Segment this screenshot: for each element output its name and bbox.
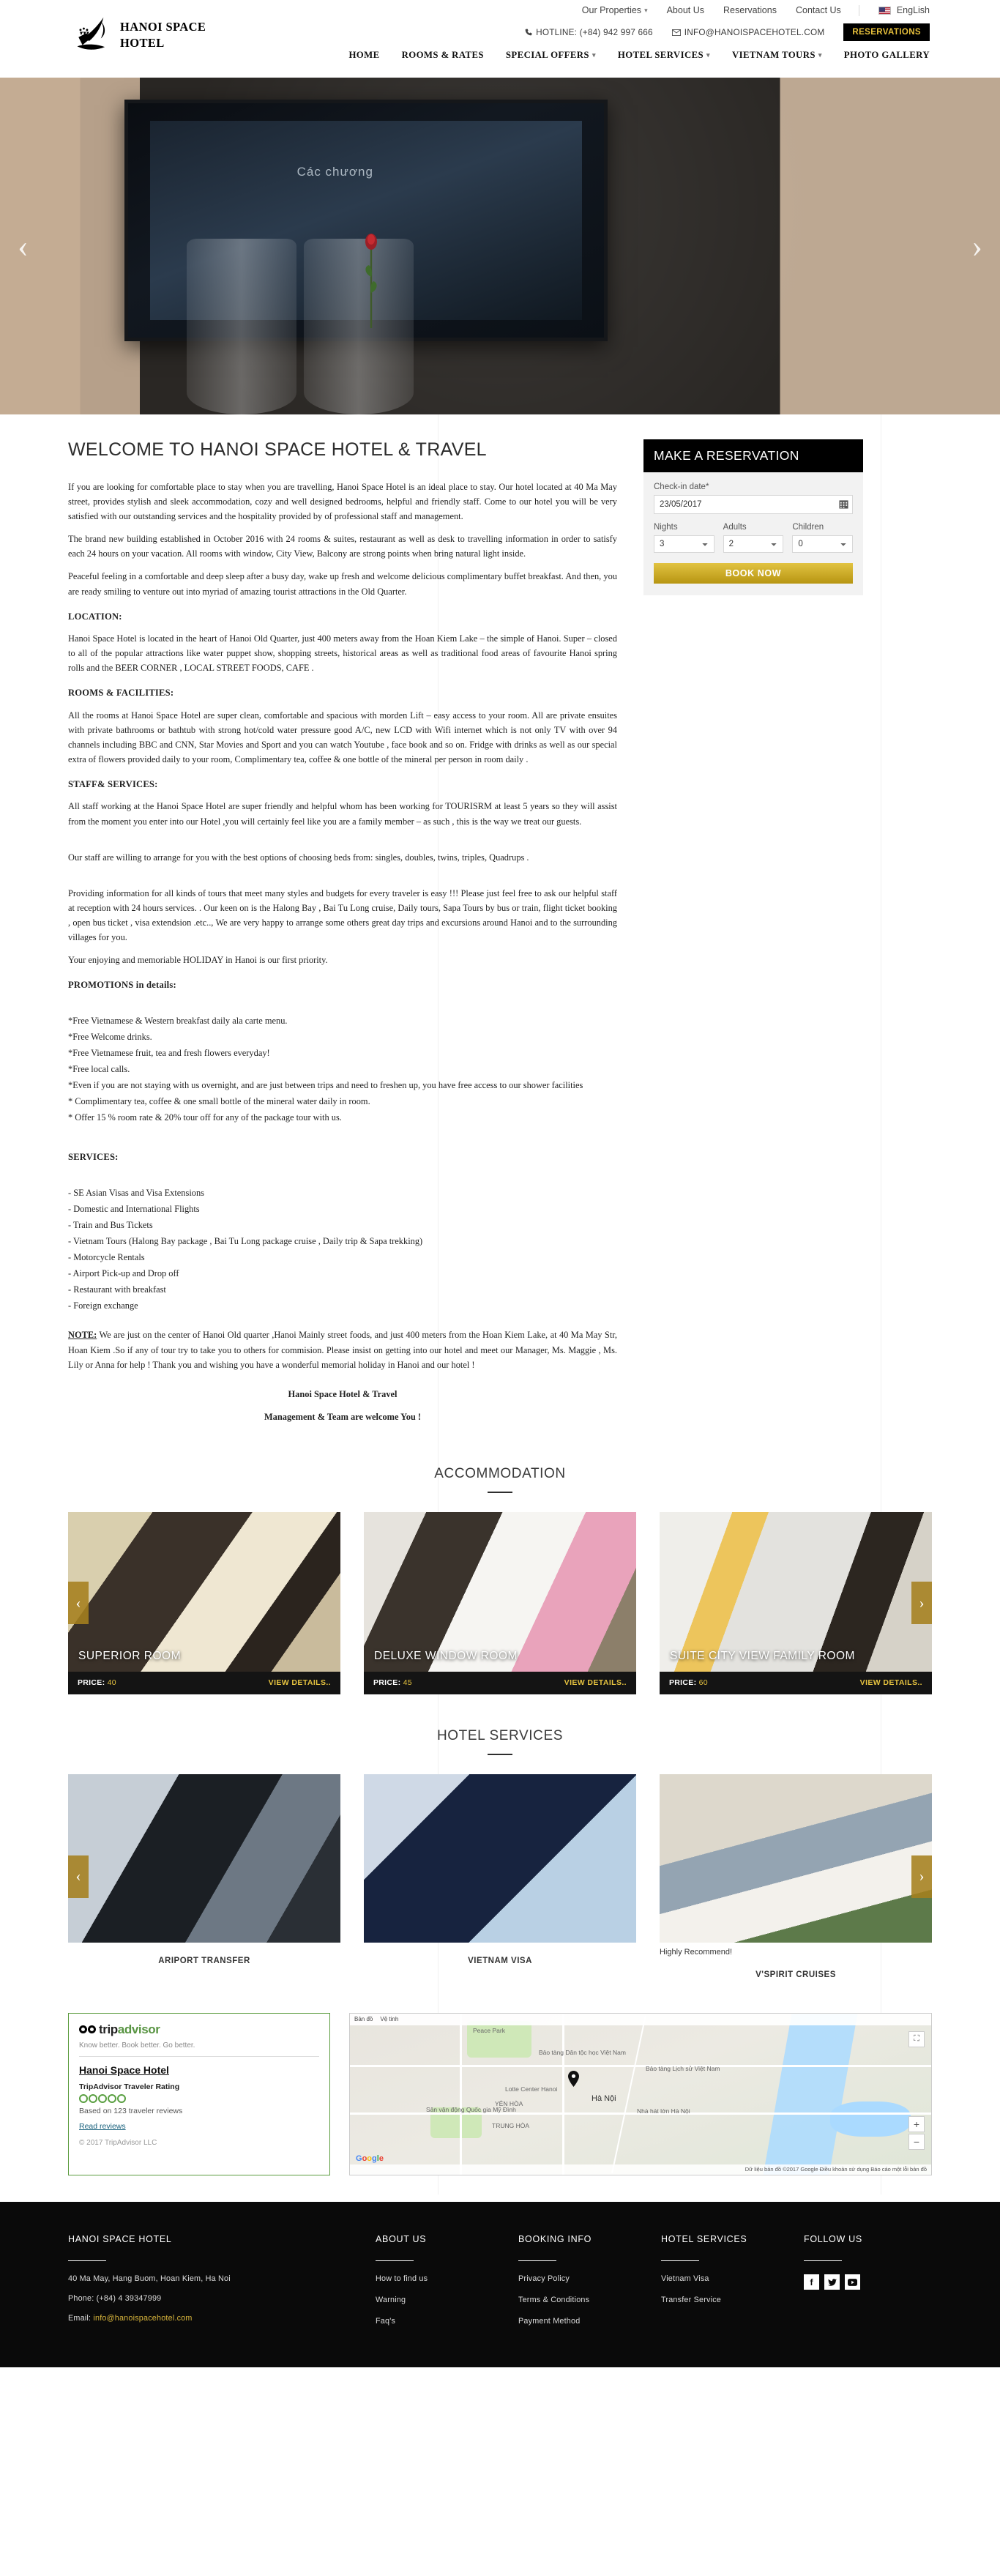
service-image — [660, 1774, 932, 1943]
chevron-down-icon: ▾ — [818, 51, 822, 59]
footer-address: 40 Ma May, Hang Buom, Hoan Kiem, Ha Noi — [68, 2274, 231, 2284]
footer-link-transfer-service[interactable]: Transfer Service — [661, 2296, 721, 2305]
nav-item-special-offers[interactable] — [506, 50, 596, 61]
room-meta-bar — [364, 1672, 636, 1694]
children-select[interactable] — [792, 535, 853, 553]
service-recommendation: Highly Recommend! — [660, 1947, 733, 1957]
page-wrap — [68, 414, 932, 2195]
hero-tv-caption: Các chương — [296, 164, 373, 179]
footer-link-privacy-policy[interactable]: Privacy Policy — [518, 2274, 570, 2284]
tripadvisor-tagline: Know better. Book better. Go better. — [79, 2041, 195, 2050]
heading-location: LOCATION: — [68, 611, 122, 622]
twitter-icon[interactable] — [824, 2274, 840, 2290]
room-meta-bar — [660, 1672, 932, 1694]
tripadvisor-rating-dots — [79, 2094, 319, 2103]
topbar-link-about-us[interactable] — [667, 5, 704, 15]
nights-select[interactable] — [654, 535, 714, 553]
footer-column-services — [661, 2234, 804, 2339]
accommodation-section-title: ACCOMMODATION — [434, 1465, 566, 1481]
note-paragraph — [68, 1328, 617, 1371]
reservation-widget — [643, 439, 863, 595]
brand-trip: trip — [99, 2022, 118, 2036]
reservation-heading: MAKE A RESERVATION — [643, 439, 863, 472]
map-road — [562, 2014, 564, 2175]
room-image — [364, 1512, 636, 1672]
footer-heading: HOTEL SERVICES — [661, 2233, 747, 2244]
welcome-body — [68, 480, 617, 1424]
nav-item-vietnam-tours[interactable] — [732, 50, 822, 61]
topbar-link-contact-us[interactable] — [796, 5, 841, 15]
map-label: Bảo tàng Lịch sử Việt Nam — [646, 2064, 720, 2072]
map-label: Sân vận động Quốc gia Mỹ Đình — [426, 2105, 516, 2113]
site-footer — [0, 2202, 1000, 2368]
welcome-paragraph-3: Peaceful feeling in a comfortable and deep sleep after a busy day, wake up fresh and welcome delicious complimentary buffet breakfast. And then, you are ready smiling to venture out into myriad of amazing tourist attractions in the Old Quarter. — [68, 571, 617, 597]
us-flag-icon — [878, 7, 891, 15]
map-lake — [830, 2102, 911, 2137]
tripadvisor-read-reviews-link[interactable]: Read reviews — [79, 2121, 126, 2131]
section-divider — [488, 1754, 512, 1755]
tripadvisor-logo — [79, 2022, 319, 2037]
promotion-item: *Free Vietnamese & Western breakfast daily ala carte menu. — [68, 1015, 288, 1026]
service-item: - Foreign exchange — [68, 1300, 138, 1311]
calendar-icon[interactable] — [839, 499, 848, 509]
heading-services: SERVICES: — [68, 1152, 119, 1163]
google-letter: o — [362, 2154, 367, 2163]
welcome-paragraph-1: If you are looking for comfortable place to stay when you are travelling, Hanoi Space Hotel is an ideal place to stay. Our hotel located at 40 Ma May street, provides stylish and sleek accommodation, cozy and well designed bedrooms, helpful and friendly staff. Come to our hotel you will be very satisfied with our outstanding services and the hospitality provided by of professional staff and management. — [68, 482, 617, 522]
promotion-item: *Free Vietnamese fruit, tea and fresh flowers everyday! — [68, 1047, 270, 1058]
service-item: - SE Asian Visas and Visa Extensions — [68, 1187, 204, 1198]
services-next-button[interactable]: › — [911, 1855, 932, 1898]
nav-item-hotel-services[interactable] — [618, 50, 710, 61]
staff-paragraph-1: All staff working at the Hanoi Space Hotel are super friendly and helpful whom has been working for TOURISRM at least 5 years so they will assist from the moment you enter into our Hotel ,you will certainly feel like you are a family member – as such , this is the way we treat our guests. — [68, 801, 617, 827]
map-label: TRUNG HÒA — [492, 2121, 529, 2129]
view-details-link[interactable]: VIEW DETAILS.. — [564, 1678, 627, 1688]
hotel-services-section-title: HOTEL SERVICES — [436, 1727, 564, 1743]
heading-staff-services: STAFF& SERVICES: — [68, 779, 158, 790]
room-price — [669, 1678, 708, 1687]
footer-link-how-to-find-us[interactable]: How to find us — [376, 2274, 428, 2284]
hero-prev-button[interactable]: ‹ — [18, 228, 29, 264]
footer-link-payment-method[interactable]: Payment Method — [518, 2317, 581, 2326]
promotion-item: * Offer 15 % room rate & 20% tour off for any of the package tour with us. — [68, 1112, 342, 1123]
map-zoom-out-button[interactable]: − — [908, 2134, 925, 2150]
tripadvisor-owl-icon — [79, 2025, 96, 2033]
signature-line-2: Management & Team are welcome You ! — [264, 1411, 422, 1422]
accommodation-next-button[interactable]: › — [911, 1582, 932, 1624]
price-value: 45 — [403, 1678, 412, 1688]
nav-label: HOTEL SERVICES — [617, 50, 704, 60]
checkin-field-wrap — [654, 495, 853, 514]
service-item: - Airport Pick-up and Drop off — [68, 1268, 179, 1279]
footer-rule — [376, 2260, 414, 2262]
hotel-services-carousel — [68, 1774, 932, 1979]
adults-select[interactable] — [723, 535, 784, 553]
room-price — [78, 1678, 116, 1687]
footer-rule — [804, 2260, 842, 2262]
envelope-icon — [672, 29, 681, 36]
reservations-button[interactable]: RESERVATIONS — [843, 23, 930, 41]
section-divider — [488, 1492, 512, 1493]
map-marker-icon[interactable] — [568, 2071, 579, 2087]
google-map[interactable] — [349, 2013, 932, 2175]
hotline-link[interactable] — [525, 27, 653, 37]
nav-label: PHOTO GALLERY — [843, 50, 930, 60]
promotion-item: *Free local calls. — [68, 1063, 130, 1074]
service-item: - Restaurant with breakfast — [68, 1284, 166, 1295]
price-label: PRICE: — [373, 1678, 401, 1688]
map-label: Peace Park — [473, 2026, 505, 2034]
main-navigation — [348, 50, 930, 61]
map-road — [350, 2065, 931, 2067]
email-text: INFO@HANOISPACEHOTEL.COM — [684, 27, 825, 37]
language-label: EngLish — [896, 5, 930, 15]
footer-email-link[interactable]: info@hanoispacehotel.com — [93, 2314, 193, 2323]
map-fullscreen-button[interactable]: ⛶ — [908, 2031, 925, 2047]
twitter-bird-icon — [828, 2279, 837, 2286]
footer-link-vietnam-visa[interactable]: Vietnam Visa — [661, 2274, 709, 2284]
heading-rooms-facilities: ROOMS & FACILITIES: — [68, 688, 174, 699]
page-title: WELCOME TO HANOI SPACE HOTEL & TRAVEL — [68, 439, 487, 460]
brand-name — [120, 19, 206, 52]
service-card[interactable] — [68, 1774, 340, 1979]
footer-heading: BOOKING INFO — [518, 2233, 592, 2244]
header-right — [348, 21, 930, 61]
map-attribution: Dữ liệu bản đồ ©2017 Google Điều khoản sử dụng Báo cáo một lỗi bản đồ — [745, 2166, 927, 2173]
footer-heading: ABOUT US — [376, 2233, 427, 2244]
reservation-column — [643, 439, 907, 1432]
hero-glass-right — [304, 239, 414, 414]
google-logo — [356, 2154, 384, 2163]
topbar-label: Reservations — [723, 5, 777, 15]
topbar-label: About Us — [666, 5, 705, 15]
room-name: SUPERIOR ROOM — [78, 1649, 181, 1662]
children-group — [792, 523, 853, 553]
topbar-link-reservations[interactable] — [723, 5, 777, 15]
price-label: PRICE: — [78, 1678, 105, 1688]
footer-rule — [518, 2260, 556, 2262]
service-caption: ARIPORT TRANSFER — [158, 1956, 250, 1965]
chevron-down-icon: ▾ — [644, 6, 648, 14]
book-now-button[interactable]: BOOK NOW — [654, 563, 853, 584]
occupancy-row — [654, 523, 853, 553]
nav-label: SPECIAL OFFERS — [505, 50, 589, 60]
google-letter: e — [378, 2154, 384, 2163]
reservation-form — [643, 472, 863, 595]
footer-column-about — [376, 2234, 518, 2339]
content-row — [68, 414, 932, 1432]
footer-column-booking — [518, 2234, 661, 2339]
google-letter: G — [356, 2154, 362, 2163]
google-letter: l — [376, 2154, 379, 2163]
note-text: We are just on the center of Hanoi Old quarter ,Hanoi Mainly street foods, and just 400 meters from the Hoan Kiem Lake, at 40 Ma May Str, Hoan Kiem .So if any of tour try to take you to others for commision. Please insist on getting into our hotel and meet our Manager, Ms. Maggie , Ms. Lily or Anna for help ! Thank you and wishing you have a wonderful memorial holiday in Hanoi and our hotel ! — [68, 1330, 617, 1370]
staff-paragraph-2: Our staff are willing to arrange for you with the best options of choosing beds from: singles, doubles, twins, triples, Quadrups . — [68, 852, 529, 863]
footer-phone: Phone: (+84) 4 39347999 — [68, 2294, 162, 2304]
nav-label: HOME — [348, 50, 380, 60]
service-item: - Train and Bus Tickets — [68, 1219, 153, 1230]
hotel-logo-icon — [73, 16, 113, 54]
map-type-bar[interactable] — [350, 2014, 931, 2025]
lower-row — [68, 2013, 932, 2195]
tripadvisor-review-count: Based on 123 traveler reviews — [79, 2106, 183, 2115]
map-zoom-in-button[interactable]: + — [908, 2116, 925, 2132]
hero-glass-left — [187, 239, 296, 414]
service-item: - Motorcycle Rentals — [68, 1252, 145, 1263]
welcome-column — [68, 439, 617, 1432]
footer-rule — [661, 2260, 699, 2262]
hero-rose-icon — [362, 226, 381, 335]
rooms-paragraph: All the rooms at Hanoi Space Hotel are super clean, comfortable and spacious with morden Lift – easy access to your room. All are private ensuites with private bathrooms or bathtub with strong hot/cold water pressure good A/C, new LCD with Wifi internet which is not only TV with over 94 channels including BBC and CNN, Star Movies and Sport and you can watch Youtube , face book and so on. Fridge with drinks as well as our special extra of flowers provided daily to your room, Complimentary tea, coffee & one bottle of the mineral per person in room daily . — [68, 710, 617, 764]
promotion-item: * Complimentary tea, coffee & one small bottle of the mineral water daily in room. — [68, 1096, 370, 1107]
room-name: DELUXE WINDOW ROOM — [374, 1649, 518, 1662]
service-card[interactable] — [660, 1774, 932, 1979]
map-attribution-bar — [350, 2164, 931, 2175]
chevron-down-icon: ▾ — [706, 51, 710, 59]
footer-email-label: Email: — [68, 2314, 94, 2323]
nav-label: ROOMS & RATES — [401, 50, 484, 60]
service-image — [68, 1774, 340, 1943]
footer-columns — [68, 2234, 932, 2339]
brand-logo-link[interactable] — [73, 16, 206, 54]
room-card[interactable] — [68, 1512, 340, 1694]
service-caption: VIETNAM VISA — [468, 1956, 532, 1965]
brand-line-2: HOTEL — [120, 36, 165, 50]
service-caption: V'SPIRIT CRUISES — [755, 1970, 836, 1979]
brand-line-1: HANOI SPACE — [120, 19, 206, 34]
youtube-play-icon — [848, 2279, 857, 2286]
map-type-map[interactable]: Bản đồ — [354, 2016, 373, 2023]
children-label: Children — [792, 523, 824, 532]
spacer — [68, 1000, 617, 1013]
chevron-down-icon: ▾ — [592, 51, 596, 59]
footer-link-warning[interactable]: Warning — [376, 2296, 406, 2305]
nav-item-rooms-rates[interactable] — [402, 50, 484, 61]
footer-link-faqs[interactable]: Faq's — [376, 2317, 396, 2326]
price-label: PRICE: — [669, 1678, 697, 1688]
nav-item-home[interactable] — [348, 50, 379, 61]
adults-group — [723, 523, 784, 553]
location-paragraph: Hanoi Space Hotel is located in the heart of Hanoi Old Quarter, just 400 meters away from the Hoan Kiem Lake – the simple of Hanoi. Super – closed to all of the popular attractions like water puppet show, shopping streets, historical areas as well as traditional food areas of favourite Hanoi spring rolls and the BEER CORNER , LOCAL STREET FOODS, CAFE . — [68, 633, 617, 674]
service-item: - Domestic and International Flights — [68, 1203, 200, 1214]
nights-label: Nights — [654, 523, 678, 532]
tripadvisor-widget — [68, 2013, 330, 2175]
tripadvisor-rating-label: TripAdvisor Traveler Rating — [79, 2082, 180, 2091]
youtube-icon[interactable] — [845, 2274, 860, 2290]
nav-label: VIETNAM TOURS — [731, 50, 816, 60]
divider — [79, 2056, 319, 2057]
footer-column-hotel — [68, 2234, 376, 2339]
price-value: 40 — [107, 1678, 116, 1688]
room-meta-bar — [68, 1672, 340, 1694]
view-details-link[interactable]: VIEW DETAILS.. — [268, 1678, 331, 1688]
phone-icon — [525, 29, 532, 36]
footer-email-row — [68, 2314, 376, 2323]
view-details-link[interactable]: VIEW DETAILS.. — [859, 1678, 922, 1688]
google-letter: o — [367, 2154, 373, 2163]
tripadvisor-hotel-link[interactable]: Hanoi Space Hotel — [79, 2063, 169, 2076]
language-selector[interactable] — [878, 5, 930, 15]
map-road — [611, 2015, 646, 2173]
topbar-label: Contact Us — [795, 5, 841, 15]
map-type-satellite[interactable]: Vệ tinh — [380, 2016, 399, 2023]
room-image — [68, 1512, 340, 1672]
staff-paragraph-3: Providing information for all kinds of tours that meet many styles and budgets for every traveler is easy !!! Please just feel free to ask our helpful staff at reception with 24 hours services. . Our keen on is the Halong Bay , Bai Tu Long cruise, Daily tours, Sapa Tours by bus or train, flight ticket booking , open bus ticket , visa extendsion .etc.., We are very happy to arrange some others great day trips and excursions around Hanoi and to the surrounding villages for you. — [68, 887, 617, 943]
map-label: Nhà hát lớn Hà Nội — [637, 2107, 690, 2115]
topbar-label: Our Properties — [581, 5, 642, 15]
service-image — [364, 1774, 636, 1943]
facebook-icon[interactable]: f — [804, 2274, 819, 2290]
promotion-item: *Even if you are not staying with us overnight, and are just between trips and need to freshen up, you have free access to our shower facilities — [68, 1080, 583, 1090]
note-label: NOTE: — [68, 1330, 97, 1341]
hero-slider — [0, 78, 1000, 414]
spacer — [68, 837, 617, 850]
room-name: SUITE CITY VIEW FAMILY ROOM — [670, 1649, 855, 1662]
staff-paragraph-4: Your enjoying and memoriable HOLIDAY in Hanoi is our first priority. — [68, 955, 328, 966]
footer-heading: HANOI SPACE HOTEL — [68, 2233, 172, 2244]
room-card[interactable] — [660, 1512, 932, 1694]
adults-label: Adults — [723, 523, 747, 532]
service-card[interactable] — [364, 1774, 636, 1979]
welcome-paragraph-2: The brand new building established in October 2016 with 24 rooms & suites, restaurant as well as desk to travelling information in order to satisfy each 24 hours on your vacation. All rooms with window, City View, Balcony are strong points when bring natural light inside. — [68, 534, 617, 559]
heading-promotions: PROMOTIONS in details: — [68, 980, 176, 991]
room-card[interactable] — [364, 1512, 636, 1694]
map-label: Lotte Center Hanoi — [505, 2085, 558, 2093]
footer-heading: FOLLOW US — [804, 2233, 862, 2244]
tripadvisor-wordmark — [99, 2022, 160, 2037]
map-road — [460, 2014, 462, 2175]
map-label: Bảo tàng Dân tộc học Việt Nam — [539, 2048, 626, 2056]
map-river — [764, 2014, 858, 2175]
hotline-text: HOTLINE: (+84) 942 997 666 — [536, 27, 653, 37]
promotion-item: *Free Welcome drinks. — [68, 1031, 152, 1042]
tripadvisor-copyright: © 2017 TripAdvisor LLC — [79, 2138, 157, 2147]
room-price — [373, 1678, 412, 1687]
price-value: 60 — [698, 1678, 708, 1688]
accommodation-carousel — [68, 1512, 932, 1694]
footer-link-terms-conditions[interactable]: Terms & Conditions — [518, 2296, 590, 2305]
email-link[interactable] — [672, 27, 825, 37]
service-item: - Vietnam Tours (Halong Bay package , Bai Tu Long package cruise , Daily trip & Sapa trekking) — [68, 1235, 423, 1246]
footer-column-follow — [804, 2234, 932, 2339]
topbar-link-our-properties[interactable] — [582, 5, 648, 15]
services-prev-button[interactable]: ‹ — [68, 1855, 89, 1898]
spacer — [68, 1314, 617, 1328]
social-links — [804, 2274, 932, 2290]
spacer — [68, 873, 617, 886]
spacer — [68, 1172, 617, 1185]
map-city-label: Hà Nội — [592, 2093, 616, 2103]
google-letter: g — [372, 2154, 377, 2163]
site-header — [0, 21, 1000, 78]
hero-next-button[interactable]: › — [971, 228, 982, 264]
contact-row — [525, 23, 930, 41]
spacer — [68, 1126, 617, 1139]
nights-group — [654, 523, 714, 553]
brand-advisor: advisor — [117, 2022, 160, 2036]
accommodation-prev-button[interactable]: ‹ — [68, 1582, 89, 1624]
signature-line-1: Hanoi Space Hotel & Travel — [288, 1388, 398, 1399]
checkin-date-input[interactable] — [654, 495, 853, 514]
map-label: YÊN HÒA — [495, 2099, 523, 2107]
checkin-label: Check-in date* — [654, 483, 709, 491]
nav-item-photo-gallery[interactable] — [844, 50, 930, 61]
footer-rule — [68, 2260, 106, 2262]
room-image — [660, 1512, 932, 1672]
